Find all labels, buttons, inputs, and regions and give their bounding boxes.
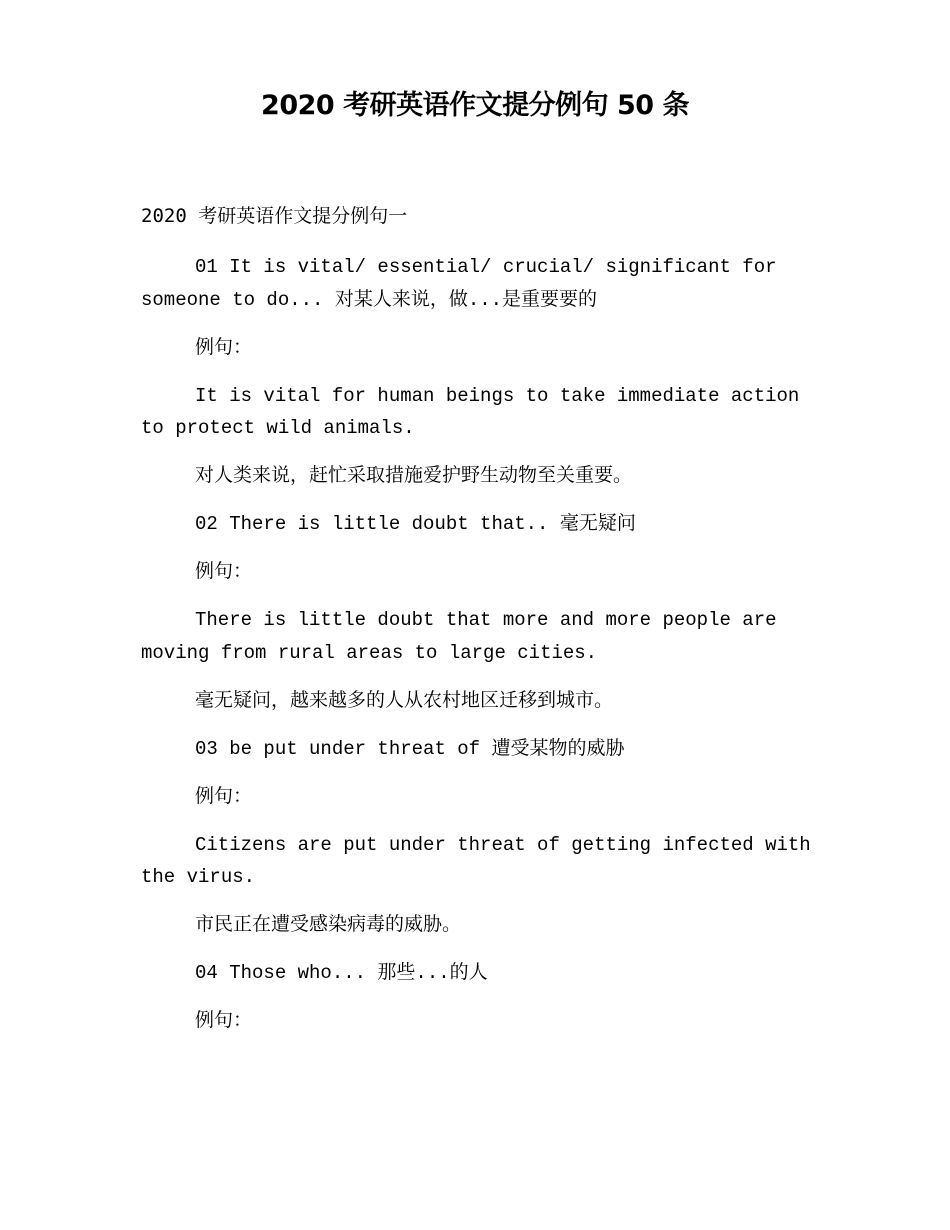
example-sentence-zh: 对人类来说，赶忙采取措施爱护野生动物至关重要。	[195, 465, 633, 487]
example-sentence-en: Citizens are put under threat of getting infected with the virus.	[141, 833, 811, 888]
example-sentence-en: There is little doubt that more and more people are moving from rural areas to large cities.	[141, 609, 777, 664]
example-label: 例句：	[195, 561, 253, 583]
document-title: 2020 考研英语作文提分例句 50 条	[261, 90, 689, 121]
phrase-01: 01 It is vital/ essential/ crucial/ significant for someone to do... 对某人来说，做...是重要要的	[141, 256, 777, 311]
example-label: 例句：	[195, 785, 253, 808]
phrase-02: 02 There is little doubt that.. 毫无疑问	[195, 513, 636, 535]
phrase-04: 04 Those who... 那些...的人	[195, 962, 488, 984]
example-sentence-zh: 市民正在遭受感染病毒的威胁。	[195, 914, 462, 936]
document-body	[141, 251, 811, 1053]
example-sentence-en: It is vital for human beings to take immediate action to protect wild animals.	[141, 384, 800, 439]
example-sentence-zh: 毫无疑问，越来越多的人从农村地区迁移到城市。	[195, 689, 614, 712]
phrase-03: 03 be put under threat of 遭受某物的威胁	[195, 737, 625, 760]
section-heading: 2020 考研英语作文提分例句一	[141, 205, 408, 227]
example-label: 例句：	[195, 1010, 253, 1032]
example-label: 例句：	[195, 336, 253, 359]
